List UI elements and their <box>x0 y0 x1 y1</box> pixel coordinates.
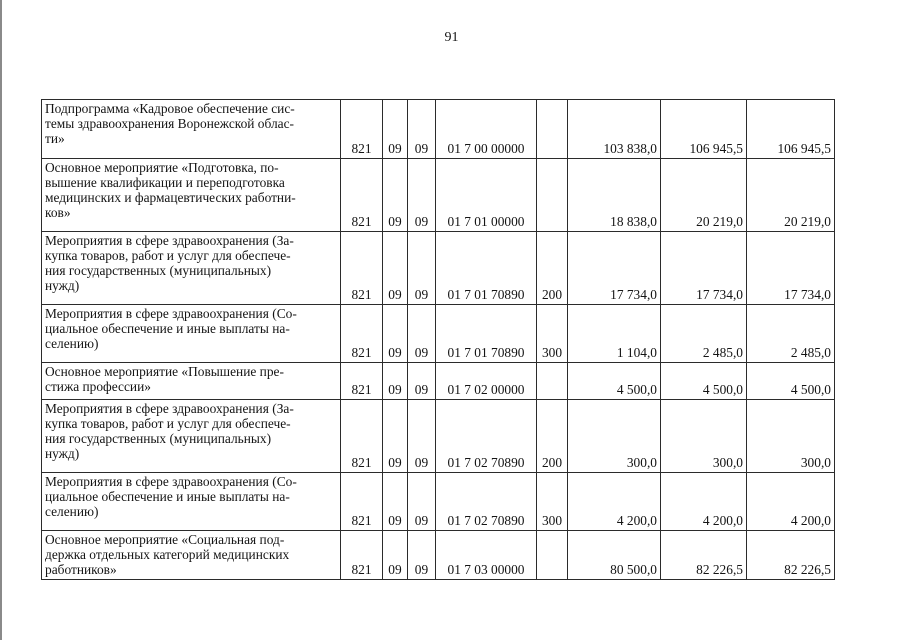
page-number: 91 <box>444 30 459 45</box>
expense-name-line: нужд) <box>45 446 80 461</box>
expense-name <box>42 305 341 363</box>
amount-1: 103 838,0 <box>568 100 661 159</box>
expense-name-line: купка товаров, работ и услуг для обеспече- <box>45 416 291 431</box>
amount-2: 4 500,0 <box>661 363 747 400</box>
amount-2: 82 226,5 <box>661 531 747 580</box>
target-article-code: 01 7 00 00000 <box>436 100 537 159</box>
amount-3: 106 945,5 <box>747 100 835 159</box>
expense-name-line: Подпрограмма «Кадровое обеспечение сис- <box>45 101 295 116</box>
target-article-code: 01 7 03 00000 <box>436 531 537 580</box>
target-article-code: 01 7 02 00000 <box>436 363 537 400</box>
amount-1: 4 500,0 <box>568 363 661 400</box>
section-code: 09 <box>383 305 408 363</box>
section-code: 09 <box>383 400 408 473</box>
amount-2: 106 945,5 <box>661 100 747 159</box>
expense-type-code: 200 <box>537 400 568 473</box>
expense-name <box>42 159 341 232</box>
budget-table <box>41 99 835 580</box>
expense-name-line: Мероприятия в сфере здравоохранения (За- <box>45 401 294 416</box>
expense-type-code <box>537 159 568 232</box>
subsection-code: 09 <box>408 100 436 159</box>
subsection-code: 09 <box>408 363 436 400</box>
expense-name-line: циальное обеспечение и иные выплаты на- <box>45 321 290 336</box>
ved-code: 821 <box>341 100 383 159</box>
amount-2: 300,0 <box>661 400 747 473</box>
ved-code: 821 <box>341 305 383 363</box>
expense-type-code <box>537 363 568 400</box>
expense-name-line: селению) <box>45 336 99 351</box>
target-article-code: 01 7 01 70890 <box>436 305 537 363</box>
expense-name-line: вышение квалификации и переподготовка <box>45 175 285 190</box>
target-article-code: 01 7 02 70890 <box>436 473 537 531</box>
amount-3: 82 226,5 <box>747 531 835 580</box>
table-row <box>42 159 835 232</box>
expense-type-code: 200 <box>537 232 568 305</box>
table-row <box>42 100 835 159</box>
expense-name-line: Мероприятия в сфере здравоохранения (За- <box>45 233 294 248</box>
expense-name-line: купка товаров, работ и услуг для обеспече- <box>45 248 291 263</box>
table-row <box>42 400 835 473</box>
expense-type-code <box>537 100 568 159</box>
section-code: 09 <box>383 531 408 580</box>
expense-name <box>42 531 341 580</box>
table-row <box>42 473 835 531</box>
amount-1: 18 838,0 <box>568 159 661 232</box>
ved-code: 821 <box>341 531 383 580</box>
table-row <box>42 305 835 363</box>
table-row <box>42 531 835 580</box>
expense-type-code <box>537 531 568 580</box>
expense-name-line: держка отдельных категорий медицинских <box>45 547 290 562</box>
subsection-code: 09 <box>408 400 436 473</box>
amount-2: 17 734,0 <box>661 232 747 305</box>
expense-name <box>42 232 341 305</box>
amount-3: 4 200,0 <box>747 473 835 531</box>
subsection-code: 09 <box>408 159 436 232</box>
expense-name-line: медицинских и фармацевтических работни- <box>45 190 296 205</box>
amount-2: 2 485,0 <box>661 305 747 363</box>
subsection-code: 09 <box>408 531 436 580</box>
amount-1: 17 734,0 <box>568 232 661 305</box>
ved-code: 821 <box>341 232 383 305</box>
expense-name-line: ния государственных (муниципальных) <box>45 263 272 278</box>
expense-name-line: ти» <box>45 131 65 146</box>
section-code: 09 <box>383 363 408 400</box>
expense-name-line: Мероприятия в сфере здравоохранения (Со- <box>45 474 297 489</box>
expense-name <box>42 473 341 531</box>
amount-1: 4 200,0 <box>568 473 661 531</box>
expense-name-line: нужд) <box>45 278 80 293</box>
subsection-code: 09 <box>408 305 436 363</box>
page-left-edge <box>0 0 2 640</box>
target-article-code: 01 7 01 70890 <box>436 232 537 305</box>
table-row <box>42 232 835 305</box>
section-code: 09 <box>383 473 408 531</box>
amount-1: 1 104,0 <box>568 305 661 363</box>
expense-name-line: Мероприятия в сфере здравоохранения (Со- <box>45 306 297 321</box>
subsection-code: 09 <box>408 473 436 531</box>
section-code: 09 <box>383 159 408 232</box>
ved-code: 821 <box>341 400 383 473</box>
ved-code: 821 <box>341 363 383 400</box>
amount-3: 20 219,0 <box>747 159 835 232</box>
expense-name-line: работников» <box>45 562 117 577</box>
amount-3: 2 485,0 <box>747 305 835 363</box>
section-code: 09 <box>383 100 408 159</box>
expense-name-line: ния государственных (муниципальных) <box>45 431 272 446</box>
expense-name-line: темы здравоохранения Воронежской облас- <box>45 116 295 131</box>
amount-3: 17 734,0 <box>747 232 835 305</box>
section-code: 09 <box>383 232 408 305</box>
expense-name-line: циальное обеспечение и иные выплаты на- <box>45 489 290 504</box>
expense-name-line: ков» <box>45 205 71 220</box>
expense-name <box>42 363 341 400</box>
ved-code: 821 <box>341 159 383 232</box>
ved-code: 821 <box>341 473 383 531</box>
amount-3: 4 500,0 <box>747 363 835 400</box>
expense-type-code: 300 <box>537 473 568 531</box>
subsection-code: 09 <box>408 232 436 305</box>
table-row <box>42 363 835 400</box>
expense-type-code: 300 <box>537 305 568 363</box>
target-article-code: 01 7 01 00000 <box>436 159 537 232</box>
expense-name <box>42 400 341 473</box>
amount-2: 20 219,0 <box>661 159 747 232</box>
amount-1: 300,0 <box>568 400 661 473</box>
expense-name-line: Основное мероприятие «Повышение пре- <box>45 364 284 379</box>
amount-1: 80 500,0 <box>568 531 661 580</box>
expense-name-line: Основное мероприятие «Социальная под- <box>45 532 285 547</box>
amount-2: 4 200,0 <box>661 473 747 531</box>
expense-name <box>42 100 341 159</box>
amount-3: 300,0 <box>747 400 835 473</box>
expense-name-line: стижа профессии» <box>45 379 151 394</box>
expense-name-line: Основное мероприятие «Подготовка, по- <box>45 160 279 175</box>
target-article-code: 01 7 02 70890 <box>436 400 537 473</box>
expense-name-line: селению) <box>45 504 99 519</box>
